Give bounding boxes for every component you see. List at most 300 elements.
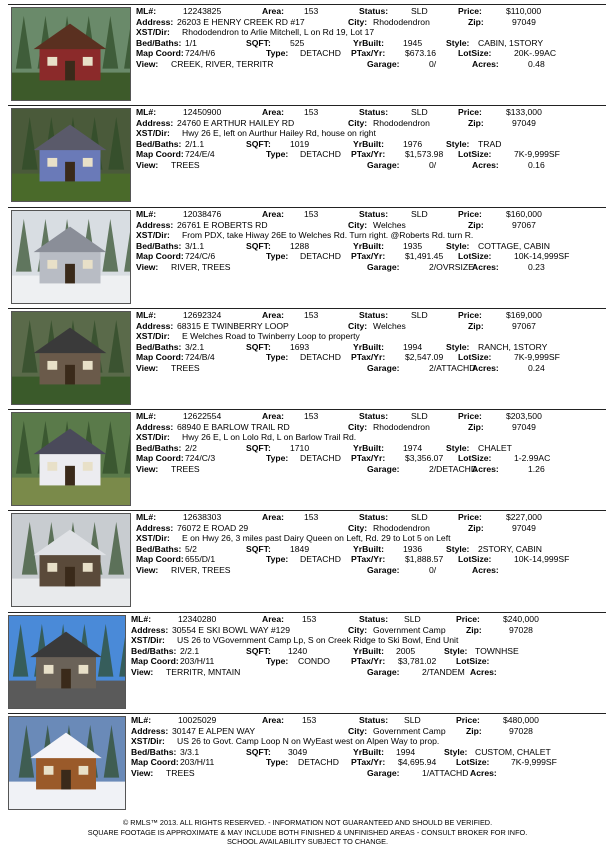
- listing-divider: [8, 409, 606, 410]
- status-value: SLD: [411, 411, 428, 421]
- garage-label: Garage:: [367, 363, 400, 373]
- listing-divider: [8, 4, 606, 5]
- garage-value: 2/TANDEM: [422, 667, 465, 677]
- acres-value: 0.23: [528, 262, 545, 272]
- style-label: Style:: [444, 645, 468, 656]
- listing-row: [8, 409, 606, 509]
- view-label: View:: [136, 363, 159, 373]
- zip-label: Zip:: [468, 421, 484, 432]
- mapcoord-value: 203/H/11: [180, 656, 215, 667]
- acres-label: Acres:: [472, 160, 499, 170]
- type-label: Type:: [266, 453, 289, 464]
- status-value: SLD: [411, 209, 428, 219]
- cross-street-label: XST/Dir:: [136, 128, 170, 139]
- view-value: CREEK, RIVER, TERRITR: [171, 59, 274, 69]
- price-value: $203,500: [506, 411, 542, 421]
- address-label: Address:: [136, 421, 174, 432]
- yrbuilt-value: 1936: [403, 543, 423, 554]
- status-label: Status:: [359, 614, 389, 624]
- area-value: 153: [302, 715, 317, 725]
- city-value: Rhododendron: [373, 16, 430, 27]
- garage-label: Garage:: [367, 59, 400, 69]
- style-label: Style:: [446, 240, 470, 251]
- style-label: Style:: [446, 341, 470, 352]
- cross-street-label: XST/Dir:: [131, 635, 165, 646]
- sqft-label: SQFT:: [246, 543, 271, 554]
- city-label: City:: [348, 624, 368, 635]
- mapcoord-value: 724/E/4: [185, 149, 215, 160]
- garage-label: Garage:: [367, 160, 400, 170]
- city-label: City:: [348, 725, 368, 736]
- ml-label: ML#:: [136, 411, 157, 421]
- type-label: Type:: [266, 554, 289, 565]
- area-value: 153: [304, 209, 319, 219]
- zip-label: Zip:: [466, 725, 482, 736]
- yrbuilt-label: YrBuilt:: [353, 442, 385, 453]
- style-value: RANCH, 1STORY: [478, 341, 548, 352]
- bedbaths-label: Bed/Baths:: [136, 543, 182, 554]
- address-label: Address:: [131, 624, 169, 635]
- yrbuilt-label: YrBuilt:: [353, 645, 385, 656]
- bedbaths-value: 3/1.1: [185, 240, 205, 251]
- city-value: Welches: [373, 320, 406, 331]
- listing-divider: [8, 510, 606, 511]
- price-label: Price:: [458, 107, 482, 117]
- garage-label: Garage:: [367, 768, 400, 778]
- area-value: 153: [302, 614, 317, 624]
- status-value: SLD: [404, 614, 421, 624]
- status-label: Status:: [359, 107, 389, 117]
- zip-value: 97067: [512, 219, 536, 230]
- sqft-value: 1849: [290, 543, 310, 554]
- lotsize-label: LotSize:: [458, 48, 492, 59]
- bedbaths-label: Bed/Baths:: [136, 138, 182, 149]
- cross-street-label: XST/Dir:: [136, 27, 170, 38]
- address-label: Address:: [136, 522, 174, 533]
- status-value: SLD: [411, 512, 428, 522]
- bedbaths-value: 1/1: [185, 37, 197, 48]
- property-photo: [11, 513, 131, 607]
- address-value: 68315 E TWINBERRY LOOP: [177, 320, 289, 331]
- view-value: RIVER, TREES: [171, 262, 231, 272]
- style-value: CABIN, 1STORY: [478, 37, 544, 48]
- copyright-line: © RMLS™ 2013. ALL RIGHTS RESERVED. - INFORMATION NOT GUARANTEED AND SHOULD BE VERIFIED.: [122, 818, 493, 827]
- yrbuilt-value: 1945: [403, 37, 423, 48]
- sqft-value: 1019: [290, 138, 310, 149]
- address-label: Address:: [136, 117, 174, 128]
- price-label: Price:: [458, 411, 482, 421]
- cross-street-label: XST/Dir:: [136, 533, 170, 544]
- type-label: Type:: [266, 251, 289, 262]
- listing-row: [8, 612, 606, 712]
- zip-value: 97049: [512, 522, 536, 533]
- lotsize-label: LotSize:: [458, 149, 492, 160]
- cross-street-value: US 26 to Govt. Camp Loop N on WyEast west on Alpen Way to prop.: [177, 736, 440, 747]
- sqft-value: 1693: [290, 341, 310, 352]
- price-label: Price:: [456, 715, 480, 725]
- cross-street-value: E Welches Road to Twinberry Loop to property: [182, 331, 360, 342]
- zip-value: 97049: [512, 117, 536, 128]
- acres-label: Acres:: [472, 59, 499, 69]
- bedbaths-value: 2/2: [185, 442, 197, 453]
- address-value: 30554 E SKI BOWL WAY #129: [172, 624, 290, 635]
- lotsize-value: 7K-9,999SF: [511, 757, 557, 768]
- yrbuilt-label: YrBuilt:: [353, 138, 385, 149]
- area-label: Area:: [262, 614, 284, 624]
- type-value: DETACHD: [300, 453, 341, 464]
- cross-street-value: US 26 to VGovernment Camp Lp, S on Creek Ridge to Ski Bowl, End Unit: [177, 635, 459, 646]
- property-photo: [11, 7, 131, 101]
- mapcoord-label: Map Coord:: [136, 149, 184, 160]
- sqft-label: SQFT:: [246, 138, 271, 149]
- ml-number: 12692324: [183, 310, 222, 320]
- cross-street-value: Hwy 26 E, L on Lolo Rd, L on Barlow Trail Rd.: [182, 432, 357, 443]
- status-value: SLD: [411, 6, 428, 16]
- mapcoord-value: 203/H/11: [180, 757, 215, 768]
- status-label: Status:: [359, 209, 389, 219]
- listing-row: [8, 510, 606, 610]
- city-value: Welches: [373, 219, 406, 230]
- price-value: $160,000: [506, 209, 542, 219]
- listing-row: [8, 713, 606, 813]
- garage-value: 0/: [429, 160, 437, 170]
- lotsize-label: LotSize:: [458, 352, 492, 363]
- ptax-value: $1,491.45: [405, 251, 444, 262]
- bedbaths-label: Bed/Baths:: [136, 442, 182, 453]
- type-label: Type:: [266, 48, 289, 59]
- area-label: Area:: [262, 310, 284, 320]
- listing-row: [8, 4, 606, 104]
- ptax-label: PTax/Yr:: [351, 554, 386, 565]
- disclaimer-footer: [0, 818, 615, 847]
- ml-number: 12638303: [183, 512, 222, 522]
- style-label: Style:: [446, 543, 470, 554]
- area-label: Area:: [262, 209, 284, 219]
- area-label: Area:: [262, 715, 284, 725]
- garage-label: Garage:: [367, 262, 400, 272]
- address-label: Address:: [136, 320, 174, 331]
- acres-label: Acres:: [472, 565, 499, 575]
- status-label: Status:: [359, 715, 389, 725]
- ml-label: ML#:: [136, 107, 157, 117]
- area-value: 153: [304, 512, 319, 522]
- zip-label: Zip:: [468, 522, 484, 533]
- price-value: $169,000: [506, 310, 542, 320]
- area-label: Area:: [262, 6, 284, 16]
- city-value: Rhododendron: [373, 522, 430, 533]
- city-label: City:: [348, 522, 368, 533]
- status-value: SLD: [411, 107, 428, 117]
- cross-street-value: Rhododendron to Arlie Mitchell, L on Rd 19, Lot 17: [182, 27, 375, 38]
- listing-divider: [8, 105, 606, 106]
- mapcoord-label: Map Coord:: [131, 656, 179, 667]
- ml-label: ML#:: [131, 614, 152, 624]
- zip-label: Zip:: [468, 117, 484, 128]
- view-value: RIVER, TREES: [171, 565, 231, 575]
- address-value: 24760 E ARTHUR HAILEY RD: [177, 117, 295, 128]
- status-label: Status:: [359, 512, 389, 522]
- garage-label: Garage:: [367, 667, 400, 677]
- address-value: 68940 E BARLOW TRAIL RD: [177, 421, 290, 432]
- acres-value: 0.48: [528, 59, 545, 69]
- price-label: Price:: [456, 614, 480, 624]
- view-label: View:: [136, 464, 159, 474]
- bedbaths-label: Bed/Baths:: [136, 341, 182, 352]
- city-value: Rhododendron: [373, 117, 430, 128]
- view-value: TREES: [171, 363, 200, 373]
- mapcoord-value: 724/H/6: [185, 48, 216, 59]
- ml-label: ML#:: [136, 209, 157, 219]
- style-value: CHALET: [478, 442, 512, 453]
- acres-value: 1.26: [528, 464, 545, 474]
- city-label: City:: [348, 219, 368, 230]
- garage-value: 1/ATTACHD: [422, 768, 469, 778]
- sqft-label: SQFT:: [246, 645, 271, 656]
- mapcoord-value: 655/D/1: [185, 554, 216, 565]
- ml-number: 12038476: [183, 209, 222, 219]
- bedbaths-label: Bed/Baths:: [136, 37, 182, 48]
- ptax-label: PTax/Yr:: [351, 48, 386, 59]
- area-label: Area:: [262, 107, 284, 117]
- ptax-value: $1,888.57: [405, 554, 444, 565]
- cross-street-label: XST/Dir:: [136, 432, 170, 443]
- area-value: 153: [304, 107, 319, 117]
- price-value: $480,000: [503, 715, 539, 725]
- acres-label: Acres:: [472, 363, 499, 373]
- cross-street-label: XST/Dir:: [136, 331, 170, 342]
- listing-divider: [8, 308, 606, 309]
- lotsize-label: LotSize:: [456, 757, 490, 768]
- lotsize-value: 7K-9,999SF: [514, 352, 560, 363]
- price-label: Price:: [458, 310, 482, 320]
- price-value: $110,000: [506, 6, 542, 16]
- view-label: View:: [136, 262, 159, 272]
- style-value: CUSTOM, CHALET: [475, 746, 551, 757]
- sqft-value: 3049: [288, 746, 308, 757]
- mapcoord-value: 724/C/6: [185, 251, 216, 262]
- lotsize-value: 1-2.99AC: [514, 453, 551, 464]
- status-label: Status:: [359, 411, 389, 421]
- garage-value: 0/: [429, 59, 437, 69]
- area-value: 153: [304, 310, 319, 320]
- acres-value: 0.16: [528, 160, 545, 170]
- garage-label: Garage:: [367, 464, 400, 474]
- city-value: Rhododendron: [373, 421, 430, 432]
- property-photo: [11, 108, 131, 202]
- city-value: Government Camp: [373, 624, 446, 635]
- type-label: Type:: [266, 352, 289, 363]
- type-value: DETACHD: [300, 251, 341, 262]
- city-label: City:: [348, 117, 368, 128]
- mapcoord-label: Map Coord:: [136, 352, 184, 363]
- ml-number: 10025029: [178, 715, 217, 725]
- mapcoord-value: 724/B/4: [185, 352, 215, 363]
- view-value: TREES: [171, 160, 200, 170]
- property-photo: [11, 412, 131, 506]
- sqft-disclaimer-line: SQUARE FOOTAGE IS APPROXIMATE & MAY INCLUDE BOTH FINISHED & UNFINISHED AREAS - CONSULT BROKER FOR INFO.: [87, 827, 528, 837]
- price-label: Price:: [458, 512, 482, 522]
- address-value: 30147 E ALPEN WAY: [172, 725, 256, 736]
- property-photo: [11, 311, 131, 405]
- style-value: COTTAGE, CABIN: [478, 240, 550, 251]
- address-label: Address:: [136, 219, 174, 230]
- ptax-label: PTax/Yr:: [351, 352, 386, 363]
- zip-value: 97028: [509, 624, 533, 635]
- lotsize-label: LotSize:: [456, 656, 490, 667]
- bedbaths-value: 2/1.1: [185, 138, 205, 149]
- cross-street-label: XST/Dir:: [131, 736, 165, 747]
- ml-number: 12243825: [183, 6, 222, 16]
- ml-number: 12622554: [183, 411, 222, 421]
- mapcoord-label: Map Coord:: [136, 48, 184, 59]
- status-value: SLD: [411, 310, 428, 320]
- mapcoord-label: Map Coord:: [136, 554, 184, 565]
- yrbuilt-value: 1994: [403, 341, 423, 352]
- yrbuilt-label: YrBuilt:: [353, 37, 385, 48]
- bedbaths-value: 3/3.1: [180, 746, 200, 757]
- address-value: 26203 E HENRY CREEK RD #17: [177, 16, 305, 27]
- garage-label: Garage:: [367, 565, 400, 575]
- price-label: Price:: [458, 6, 482, 16]
- yrbuilt-label: YrBuilt:: [353, 240, 385, 251]
- area-value: 153: [304, 6, 319, 16]
- type-label: Type:: [266, 757, 289, 768]
- address-value: 76072 E ROAD 29: [177, 522, 249, 533]
- property-photo: [8, 615, 126, 709]
- ml-label: ML#:: [136, 512, 157, 522]
- status-label: Status:: [359, 310, 389, 320]
- address-value: 26761 E ROBERTS RD: [177, 219, 268, 230]
- type-value: CONDO: [298, 656, 330, 667]
- price-label: Price:: [458, 209, 482, 219]
- ml-label: ML#:: [131, 715, 152, 725]
- ptax-value: $3,781.02: [398, 656, 437, 667]
- listing-divider: [8, 612, 606, 613]
- city-label: City:: [348, 421, 368, 432]
- sqft-label: SQFT:: [246, 442, 271, 453]
- listing-divider: [8, 207, 606, 208]
- acres-label: Acres:: [470, 768, 497, 778]
- listing-divider: [8, 713, 606, 714]
- lotsize-label: LotSize:: [458, 453, 492, 464]
- acres-label: Acres:: [472, 464, 499, 474]
- status-value: SLD: [404, 715, 421, 725]
- ptax-label: PTax/Yr:: [351, 251, 386, 262]
- ptax-value: $1,573.98: [405, 149, 444, 160]
- property-photo: [11, 210, 131, 304]
- type-value: DETACHD: [300, 554, 341, 565]
- lotsize-value: 10K-14,999SF: [514, 554, 570, 565]
- zip-value: 97049: [512, 16, 536, 27]
- listing-row: [8, 105, 606, 205]
- listing-row: [8, 207, 606, 307]
- ptax-value: $3,356.07: [405, 453, 444, 464]
- zip-label: Zip:: [468, 219, 484, 230]
- mapcoord-label: Map Coord:: [136, 453, 184, 464]
- view-label: View:: [131, 768, 154, 778]
- sqft-label: SQFT:: [246, 37, 271, 48]
- mapcoord-value: 724/C/3: [185, 453, 216, 464]
- price-value: $240,000: [503, 614, 539, 624]
- cross-street-value: Hwy 26 E, left on Aurthur Hailey Rd, house on right: [182, 128, 376, 139]
- sqft-value: 1240: [288, 645, 308, 656]
- garage-value: 2/DETACHD: [429, 464, 478, 474]
- sqft-value: 1288: [290, 240, 310, 251]
- lotsize-label: LotSize:: [458, 251, 492, 262]
- bedbaths-label: Bed/Baths:: [131, 746, 177, 757]
- yrbuilt-value: 1974: [403, 442, 423, 453]
- area-label: Area:: [262, 411, 284, 421]
- view-value: TREES: [166, 768, 195, 778]
- view-label: View:: [136, 160, 159, 170]
- lotsize-value: 7K-9,999SF: [514, 149, 560, 160]
- bedbaths-value: 5/2: [185, 543, 197, 554]
- yrbuilt-label: YrBuilt:: [353, 543, 385, 554]
- listing-row: [8, 308, 606, 408]
- zip-value: 97028: [509, 725, 533, 736]
- ptax-value: $2,547.09: [405, 352, 444, 363]
- style-value: 2STORY, CABIN: [478, 543, 543, 554]
- zip-label: Zip:: [468, 320, 484, 331]
- type-value: DETACHD: [300, 149, 341, 160]
- zip-value: 97067: [512, 320, 536, 331]
- view-value: TREES: [171, 464, 200, 474]
- city-label: City:: [348, 16, 368, 27]
- type-value: DETACHD: [298, 757, 339, 768]
- yrbuilt-value: 1935: [403, 240, 423, 251]
- bedbaths-value: 3/2.1: [185, 341, 205, 352]
- cross-street-label: XST/Dir:: [136, 230, 170, 241]
- address-label: Address:: [136, 16, 174, 27]
- ptax-label: PTax/Yr:: [351, 757, 386, 768]
- zip-value: 97049: [512, 421, 536, 432]
- acres-value: 0.24: [528, 363, 545, 373]
- sqft-value: 525: [290, 37, 305, 48]
- view-label: View:: [131, 667, 154, 677]
- ml-label: ML#:: [136, 6, 157, 16]
- type-value: DETACHD: [300, 352, 341, 363]
- view-label: View:: [136, 565, 159, 575]
- style-label: Style:: [446, 442, 470, 453]
- bedbaths-value: 2/2.1: [180, 645, 200, 656]
- type-label: Type:: [266, 656, 289, 667]
- acres-label: Acres:: [470, 667, 497, 677]
- sqft-label: SQFT:: [246, 746, 271, 757]
- view-value: TERRITR, MNTAIN: [166, 667, 241, 677]
- ptax-label: PTax/Yr:: [351, 453, 386, 464]
- yrbuilt-label: YrBuilt:: [353, 746, 385, 757]
- mapcoord-label: Map Coord:: [131, 757, 179, 768]
- style-label: Style:: [444, 746, 468, 757]
- style-label: Style:: [446, 138, 470, 149]
- property-photo: [8, 716, 126, 810]
- style-value: TRAD: [478, 138, 502, 149]
- view-label: View:: [136, 59, 159, 69]
- garage-value: 2/OVRSIZE: [429, 262, 474, 272]
- area-value: 153: [304, 411, 319, 421]
- type-value: DETACHD: [300, 48, 341, 59]
- ml-number: 12450900: [183, 107, 222, 117]
- style-value: TOWNHSE: [475, 645, 519, 656]
- price-value: $227,000: [506, 512, 542, 522]
- ml-label: ML#:: [136, 310, 157, 320]
- address-label: Address:: [131, 725, 169, 736]
- ptax-label: PTax/Yr:: [351, 656, 386, 667]
- garage-value: 2/ATTACHD: [429, 363, 476, 373]
- mapcoord-label: Map Coord:: [136, 251, 184, 262]
- zip-label: Zip:: [466, 624, 482, 635]
- status-label: Status:: [359, 6, 389, 16]
